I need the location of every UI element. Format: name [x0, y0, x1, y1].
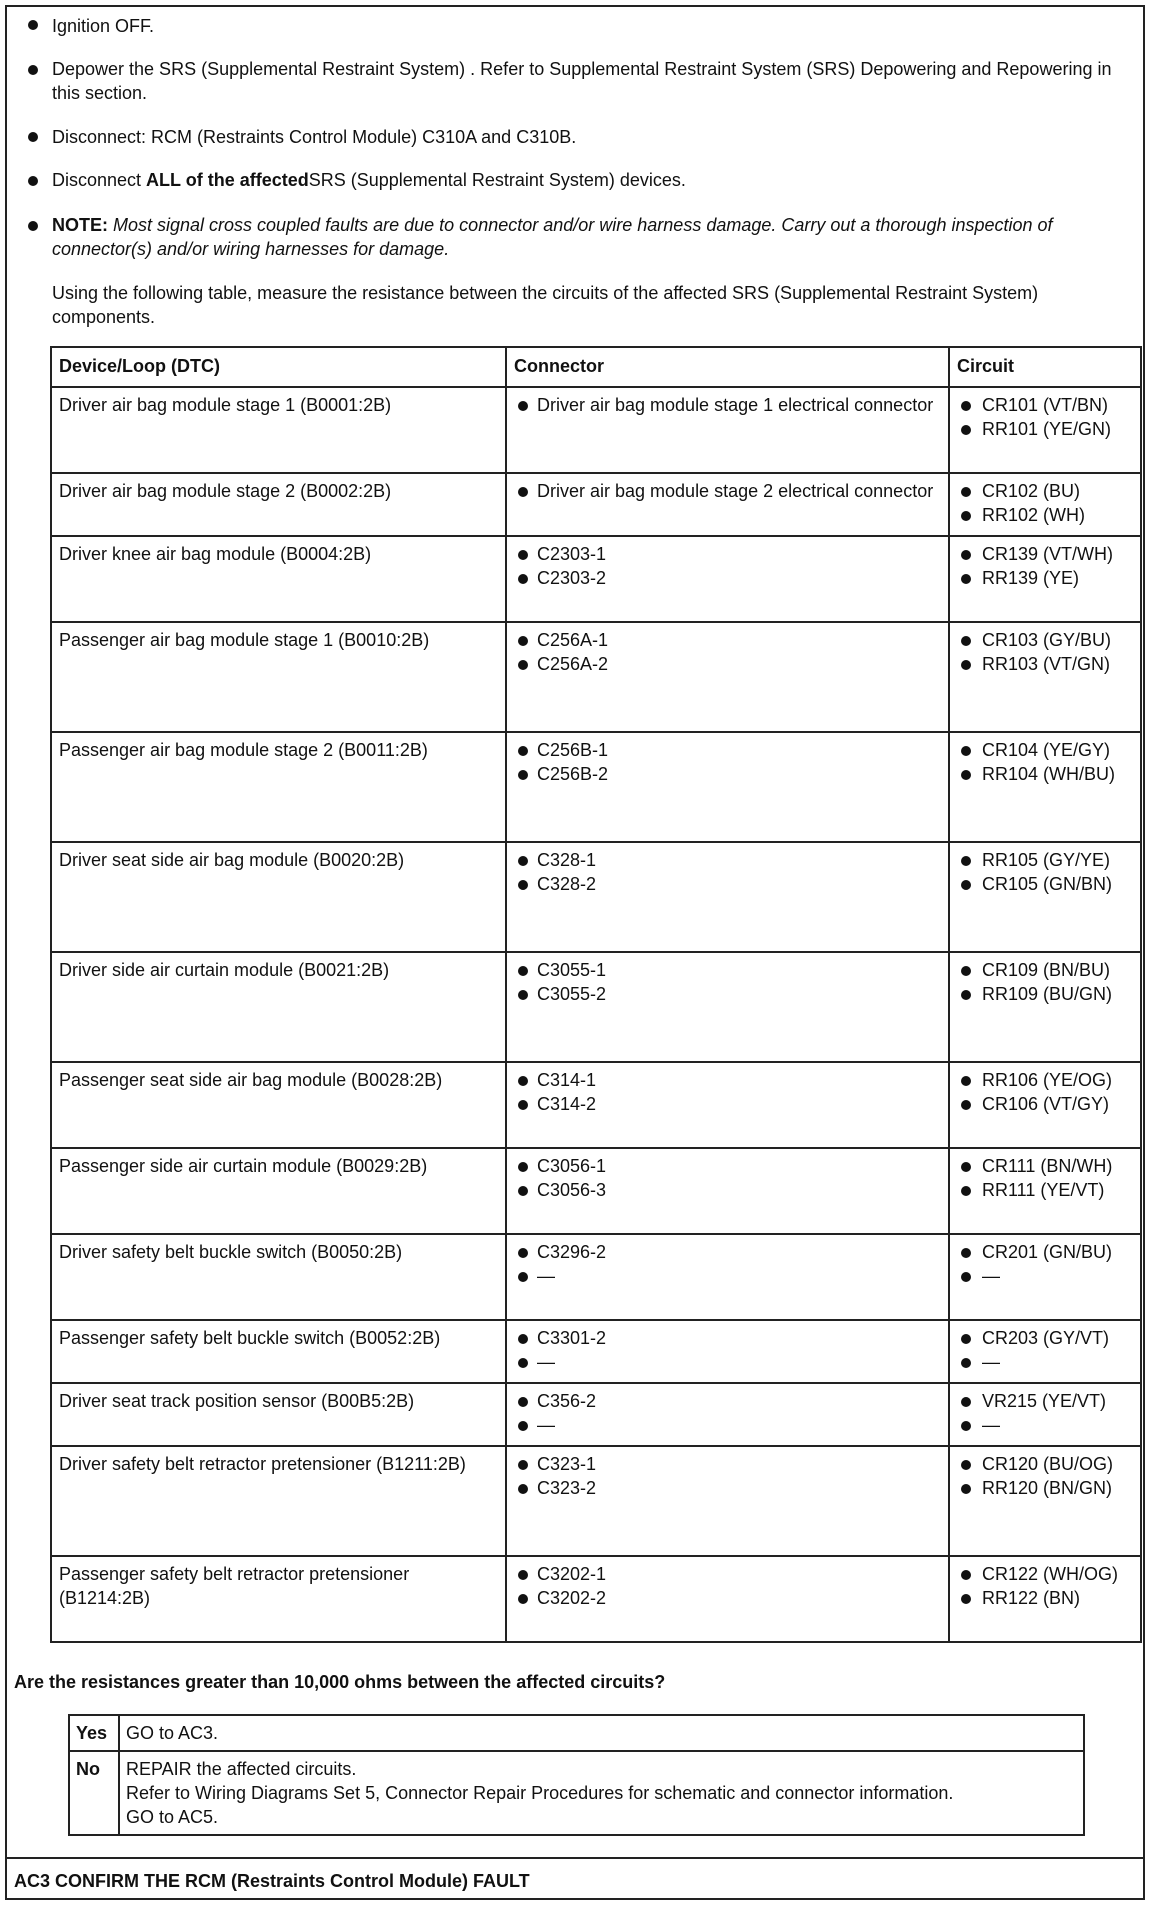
- connector-item: C2303-2: [514, 566, 942, 590]
- circuit-item: —: [957, 1264, 1134, 1288]
- connector-item: C3202-1: [514, 1562, 942, 1586]
- column-header-circuit: Circuit: [949, 347, 1141, 387]
- connector-item: C323-1: [514, 1452, 942, 1476]
- connector-item: C256B-2: [514, 762, 942, 786]
- table-row: [51, 1062, 1141, 1148]
- circuit-cell: [949, 1446, 1141, 1556]
- circuit-item: RR120 (BN/GN): [957, 1476, 1134, 1500]
- connector-cell: [506, 1556, 949, 1642]
- step-text-part: SRS (Supplemental Restraint System) devices.: [308, 170, 686, 190]
- step-ignition-off: Ignition OFF.: [52, 16, 155, 36]
- bullet-icon: [28, 65, 38, 75]
- table-row: [51, 387, 1141, 473]
- circuit-item: RR111 (YE/VT): [957, 1178, 1134, 1202]
- circuit-item: CR103 (GY/BU): [957, 628, 1134, 652]
- bullet-icon: [28, 176, 38, 186]
- device-cell: Passenger seat side air bag module (B0028:2B): [51, 1062, 506, 1148]
- connector-cell: [506, 952, 949, 1062]
- circuit-item: RR102 (WH): [957, 503, 1134, 527]
- table-row: [51, 952, 1141, 1062]
- circuit-item: CR139 (VT/WH): [957, 542, 1134, 566]
- question-text: Are the resistances greater than 10,000 ohms between the affected circuits?: [14, 1672, 666, 1692]
- connector-item: —: [514, 1413, 942, 1437]
- device-cell: Driver safety belt retractor pretensioner (B1211:2B): [51, 1446, 506, 1556]
- circuit-item: RR103 (VT/GN): [957, 652, 1134, 676]
- circuit-cell: [949, 536, 1141, 622]
- column-header-device: Device/Loop (DTC): [51, 347, 506, 387]
- connector-item: C3055-1: [514, 958, 942, 982]
- answer-yes-label: Yes: [69, 1715, 119, 1751]
- answer-no-line: Refer to Wiring Diagrams Set 5, Connector Repair Procedures for schematic and connector information.: [126, 1783, 954, 1803]
- circuit-item: RR104 (WH/BU): [957, 762, 1134, 786]
- device-cell: Driver knee air bag module (B0004:2B): [51, 536, 506, 622]
- note-label: NOTE:: [52, 215, 108, 235]
- table-row: [51, 1234, 1141, 1320]
- circuit-item: CR105 (GN/BN): [957, 872, 1134, 896]
- next-step-heading: AC3 CONFIRM THE RCM (Restraints Control Module) FAULT: [14, 1871, 530, 1891]
- circuit-item: RR101 (YE/GN): [957, 417, 1134, 441]
- circuit-item: RR122 (BN): [957, 1586, 1134, 1610]
- answer-no-text: [119, 1751, 1084, 1835]
- circuit-item: CR109 (BN/BU): [957, 958, 1134, 982]
- table-row: [51, 1383, 1141, 1446]
- table-header-row: [51, 347, 1141, 387]
- circuit-item: —: [957, 1350, 1134, 1374]
- connector-item: C2303-1: [514, 542, 942, 566]
- circuit-cell: [949, 1148, 1141, 1234]
- bullet-icon: [28, 132, 38, 142]
- connector-item: C328-1: [514, 848, 942, 872]
- connector-cell: [506, 622, 949, 732]
- step-disconnect-devices: [52, 168, 1132, 192]
- step-text-part: Disconnect: [52, 170, 147, 190]
- connector-cell: [506, 387, 949, 473]
- device-cell: Driver seat track position sensor (B00B5:2B): [51, 1383, 506, 1446]
- connector-item: C256A-2: [514, 652, 942, 676]
- table-row: [51, 473, 1141, 536]
- connector-cell: [506, 473, 949, 536]
- device-cell: Driver air bag module stage 2 (B0002:2B): [51, 473, 506, 536]
- device-cell: Driver safety belt buckle switch (B0050:2B): [51, 1234, 506, 1320]
- answer-no-label: No: [69, 1751, 119, 1835]
- table-row: [51, 622, 1141, 732]
- device-cell: Passenger safety belt buckle switch (B0052:2B): [51, 1320, 506, 1383]
- connector-cell: [506, 1320, 949, 1383]
- connector-item: C328-2: [514, 872, 942, 896]
- note-text: Most signal cross coupled faults are due to connector and/or wire harness damage. Carry out a thorough inspection of connector(s) and/or wiring harnesses for damage.: [52, 215, 1053, 259]
- connector-cell: [506, 1062, 949, 1148]
- answer-table: [68, 1714, 1085, 1836]
- circuit-cell: [949, 1234, 1141, 1320]
- circuit-item: RR139 (YE): [957, 566, 1134, 590]
- circuit-item: CR101 (VT/BN): [957, 393, 1134, 417]
- circuit-cell: [949, 1556, 1141, 1642]
- circuit-item: RR106 (YE/OG): [957, 1068, 1134, 1092]
- step-disconnect-rcm: Disconnect: RCM (Restraints Control Module) C310A and C310B.: [52, 127, 577, 147]
- device-cell: Driver side air curtain module (B0021:2B): [51, 952, 506, 1062]
- circuit-cell: [949, 1062, 1141, 1148]
- connector-cell: [506, 1234, 949, 1320]
- circuit-item: CR201 (GN/BU): [957, 1240, 1134, 1264]
- table-row: [51, 536, 1141, 622]
- connector-cell: [506, 842, 949, 952]
- device-cell: Passenger side air curtain module (B0029:2B): [51, 1148, 506, 1234]
- connector-item: C256A-1: [514, 628, 942, 652]
- step-text-emphasis: ALL of the affected: [146, 170, 309, 190]
- circuit-cell: [949, 842, 1141, 952]
- connector-item: C3055-2: [514, 982, 942, 1006]
- step-measure-instruction: Using the following table, measure the resistance between the circuits of the affected SRS (Supplemental Restraint System) components.: [52, 283, 1039, 327]
- circuit-cell: [949, 952, 1141, 1062]
- circuit-cell: [949, 1383, 1141, 1446]
- device-cell: Driver seat side air bag module (B0020:2B): [51, 842, 506, 952]
- connector-item: —: [514, 1350, 942, 1374]
- circuit-item: RR105 (GY/YE): [957, 848, 1134, 872]
- connector-item: C323-2: [514, 1476, 942, 1500]
- connector-item: —: [514, 1264, 942, 1288]
- circuit-cell: [949, 387, 1141, 473]
- table-row: [51, 1446, 1141, 1556]
- device-cell: Driver air bag module stage 1 (B0001:2B): [51, 387, 506, 473]
- resistance-table: [50, 346, 1142, 1643]
- answer-row-yes: [69, 1715, 1084, 1751]
- table-row: [51, 732, 1141, 842]
- connector-item: C256B-1: [514, 738, 942, 762]
- device-cell: Passenger air bag module stage 2 (B0011:2B): [51, 732, 506, 842]
- device-cell: Passenger air bag module stage 1 (B0010:2B): [51, 622, 506, 732]
- circuit-item: CR104 (YE/GY): [957, 738, 1134, 762]
- table-row: [51, 1556, 1141, 1642]
- circuit-item: —: [957, 1413, 1134, 1437]
- connector-cell: [506, 1446, 949, 1556]
- bullet-icon: [28, 221, 38, 231]
- device-cell: Passenger safety belt retractor pretensioner (B1214:2B): [51, 1556, 506, 1642]
- circuit-item: RR109 (BU/GN): [957, 982, 1134, 1006]
- connector-cell: [506, 1148, 949, 1234]
- connector-item: Driver air bag module stage 2 electrical connector: [514, 479, 942, 503]
- table-row: [51, 1148, 1141, 1234]
- circuit-cell: [949, 473, 1141, 536]
- step-note: [52, 213, 1134, 261]
- connector-cell: [506, 732, 949, 842]
- connector-item: C3296-2: [514, 1240, 942, 1264]
- connector-item: C356-2: [514, 1389, 942, 1413]
- connector-item: C314-1: [514, 1068, 942, 1092]
- answer-yes-text: GO to AC3.: [119, 1715, 1084, 1751]
- connector-cell: [506, 1383, 949, 1446]
- connector-item: C314-2: [514, 1092, 942, 1116]
- answer-no-line: REPAIR the affected circuits.: [126, 1759, 357, 1779]
- circuit-item: CR111 (BN/WH): [957, 1154, 1134, 1178]
- connector-item: Driver air bag module stage 1 electrical connector: [514, 393, 942, 417]
- footer-divider: [5, 1857, 1145, 1859]
- connector-item: C3301-2: [514, 1326, 942, 1350]
- circuit-cell: [949, 1320, 1141, 1383]
- circuit-item: CR102 (BU): [957, 479, 1134, 503]
- circuit-item: CR203 (GY/VT): [957, 1326, 1134, 1350]
- circuit-item: CR122 (WH/OG): [957, 1562, 1134, 1586]
- connector-item: C3056-3: [514, 1178, 942, 1202]
- connector-item: C3202-2: [514, 1586, 942, 1610]
- circuit-item: CR120 (BU/OG): [957, 1452, 1134, 1476]
- table-row: [51, 842, 1141, 952]
- step-depower-srs: Depower the SRS (Supplemental Restraint System) . Refer to Supplemental Restraint System (SRS) Depowering and Repowering in this section.: [52, 59, 1112, 103]
- circuit-item: VR215 (YE/VT): [957, 1389, 1134, 1413]
- answer-row-no: [69, 1751, 1084, 1835]
- connector-item: C3056-1: [514, 1154, 942, 1178]
- answer-no-line: GO to AC5.: [126, 1807, 219, 1827]
- bullet-icon: [28, 20, 38, 30]
- circuit-cell: [949, 622, 1141, 732]
- circuit-item: CR106 (VT/GY): [957, 1092, 1134, 1116]
- column-header-connector: Connector: [506, 347, 949, 387]
- table-row: [51, 1320, 1141, 1383]
- circuit-cell: [949, 732, 1141, 842]
- connector-cell: [506, 536, 949, 622]
